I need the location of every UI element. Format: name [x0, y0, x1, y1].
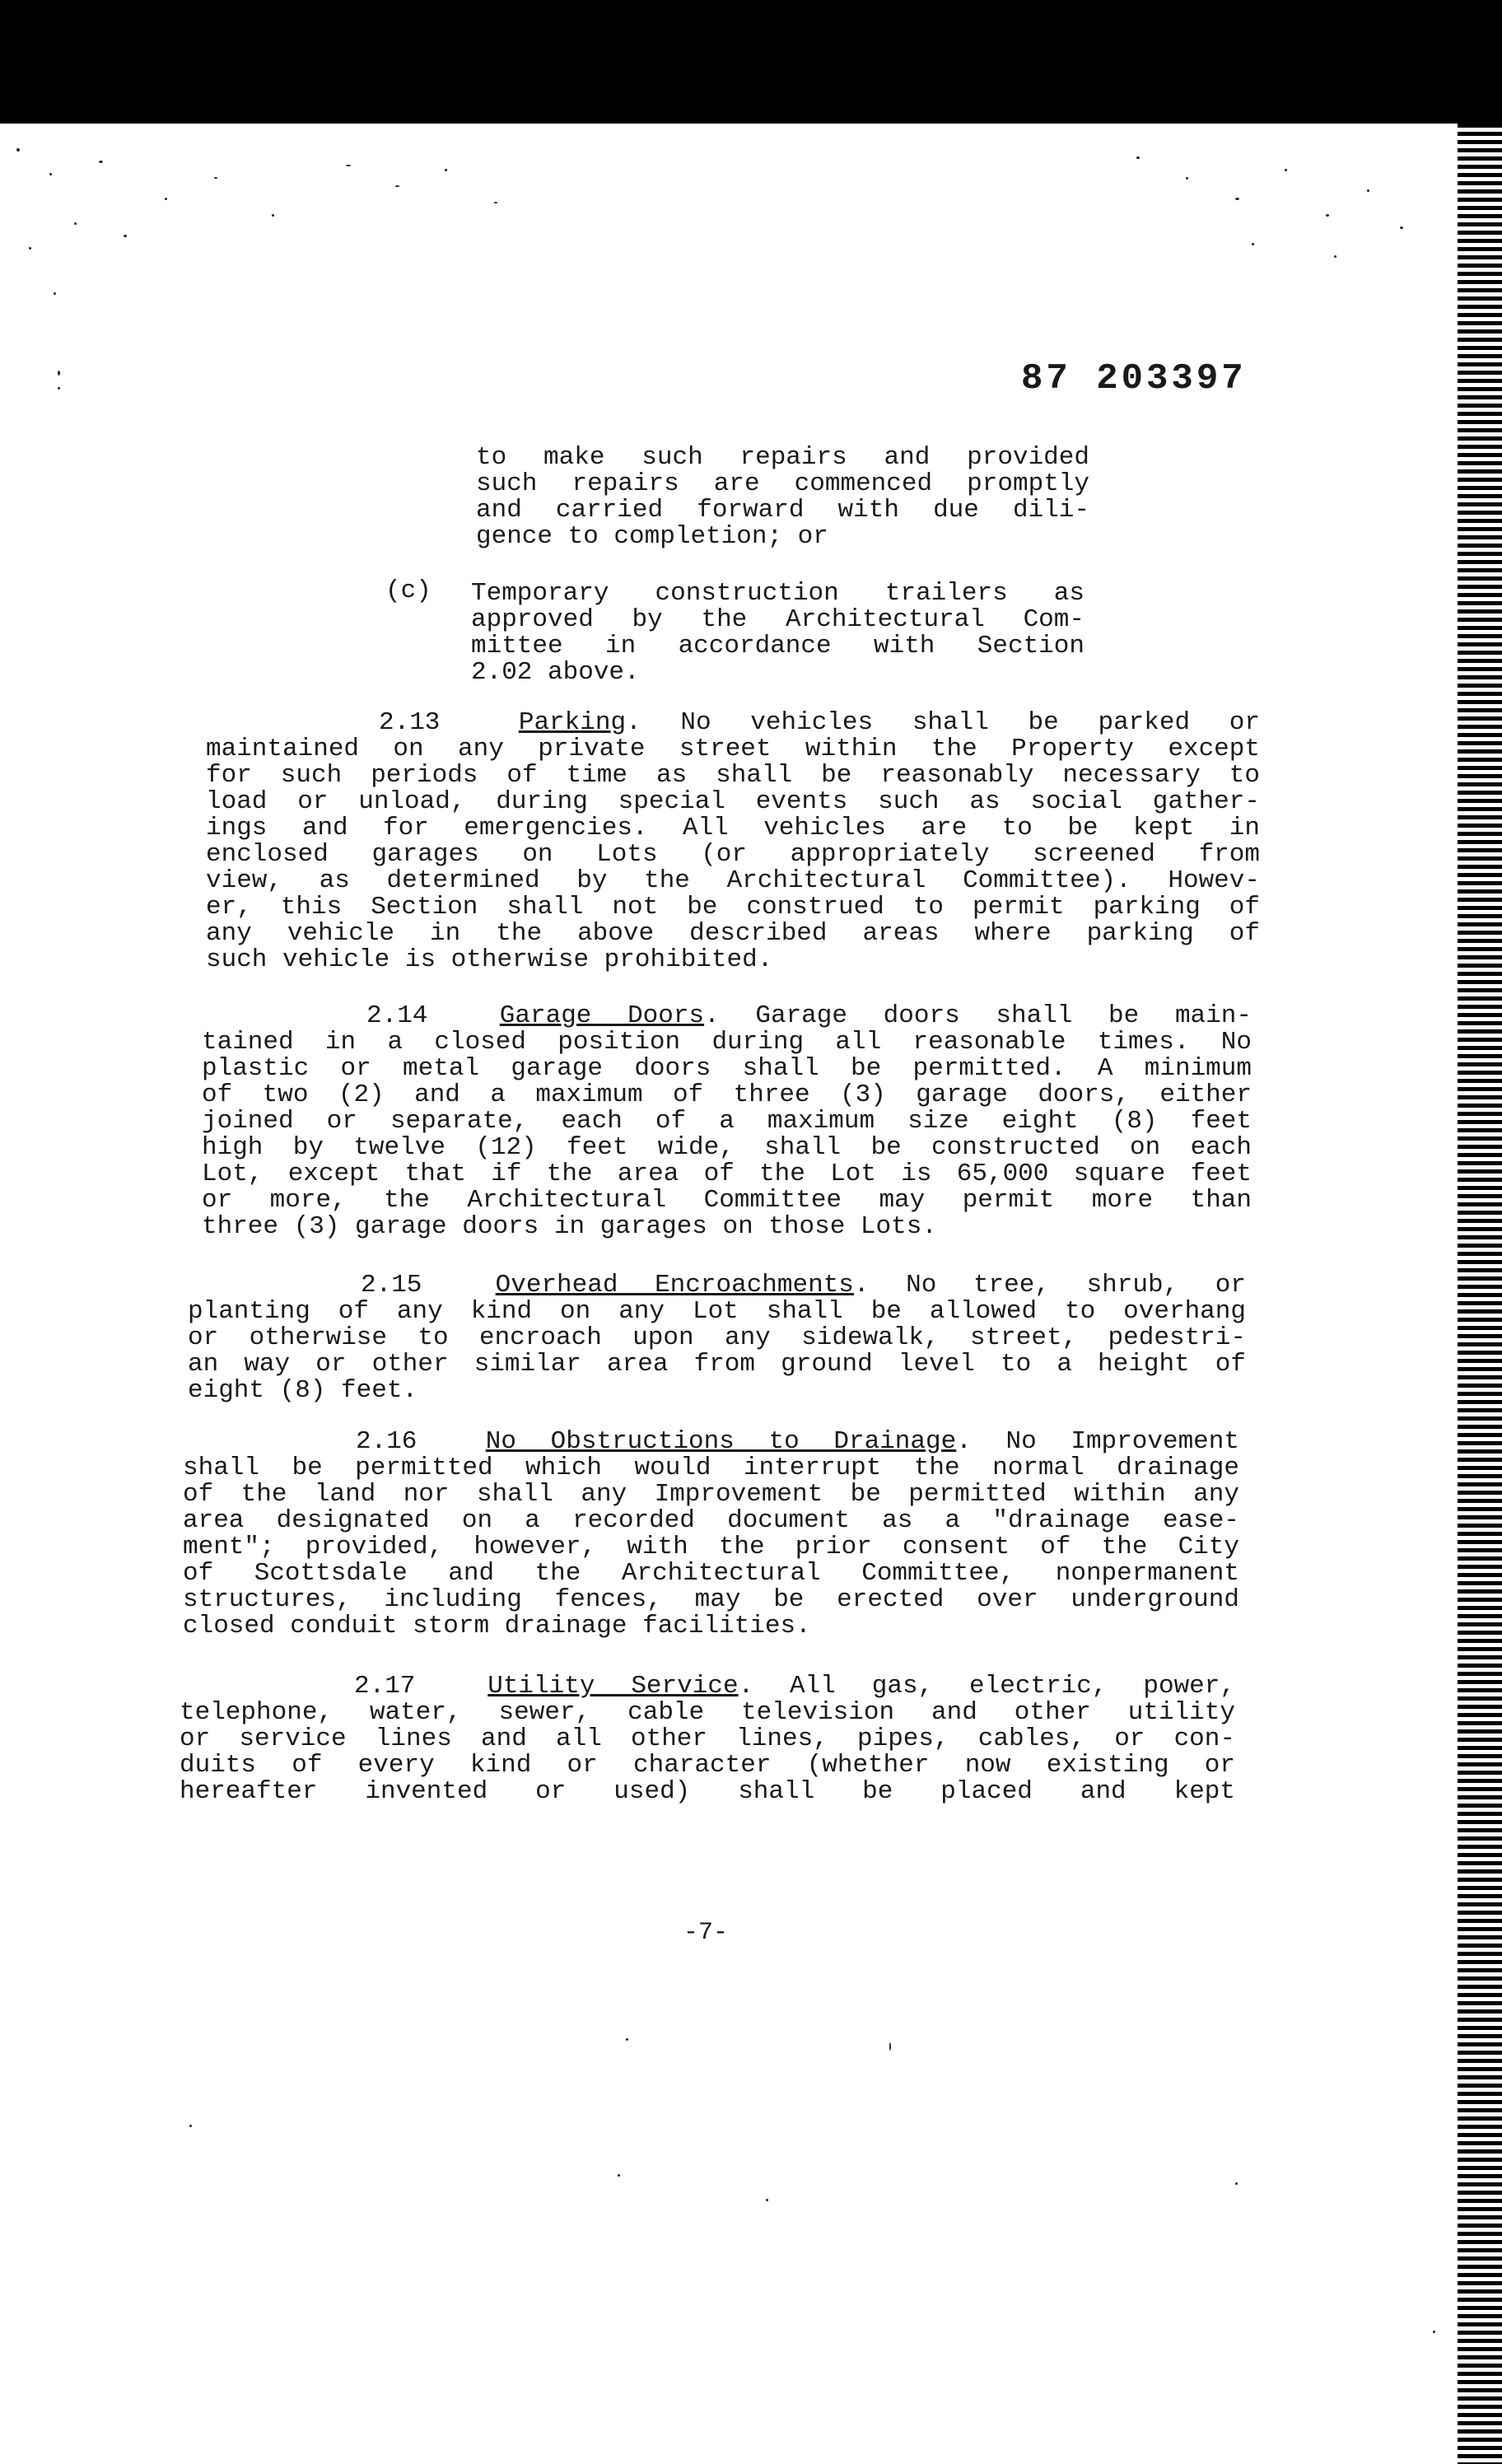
text-line: high by twelve (12) feet wide, shall be constructed on each [202, 1133, 1252, 1162]
text-line: er, this Section shall not be construed to permit parking of [206, 893, 1260, 922]
item-c-label: (c) [385, 576, 431, 605]
item-c-text [471, 581, 1085, 686]
text-line: of the land nor shall any Improvement be permitted within any [183, 1480, 1239, 1509]
text-line: approved by the Architectural Com- [471, 605, 1085, 634]
section-lead: . No Improvement [956, 1427, 1239, 1456]
recording-number: 87 203397 [1021, 358, 1247, 399]
text-line: plastic or metal garage doors shall be permitted. A minimum [202, 1054, 1252, 1083]
text-line: area designated on a recorded document as a "drainage ease- [183, 1506, 1239, 1535]
text-line: planting of any kind on any Lot shall be allowed to overhang [188, 1297, 1246, 1326]
continuation-text [476, 445, 1089, 550]
text-line: or otherwise to encroach upon any sidewalk, street, pedestri- [188, 1323, 1246, 1352]
section-heading-line [202, 1003, 1252, 1029]
section-heading-line [183, 1429, 1239, 1455]
text-line: closed conduit storm drainage facilities. [183, 1612, 811, 1640]
text-line: ings and for emergencies. All vehicles are to be kept in [206, 814, 1260, 842]
text-line: ment"; provided, however, with the prior consent of the City [183, 1533, 1239, 1561]
section-title: Utility Service [487, 1672, 739, 1701]
text-line: or service lines and all other lines, pipes, cables, or con- [180, 1724, 1235, 1753]
text-line: and carried forward with due dili- [476, 496, 1089, 525]
text-line: hereafter invented or used) shall be placed and kept [180, 1777, 1235, 1806]
text-line: 2.02 above. [471, 658, 640, 687]
text-line: load or unload, during special events such as social gather- [206, 787, 1260, 816]
section-2-15 [188, 1272, 1246, 1404]
text-line: of two (2) and a maximum of three (3) garage doors, either [202, 1080, 1252, 1109]
section-lead: . No vehicles shall be parked or [626, 708, 1260, 737]
section-heading-line [180, 1673, 1235, 1700]
text-line: gence to completion; or [476, 522, 828, 551]
text-line: telephone, water, sewer, cable television and other utility [180, 1698, 1235, 1727]
text-line: joined or separate, each of a maximum size eight (8) feet [202, 1107, 1252, 1136]
text-line: structures, including fences, may be erected over underground [183, 1585, 1239, 1614]
text-line: of Scottsdale and the Architectural Committee, nonpermanent [183, 1559, 1239, 1588]
section-title: No Obstructions to Drainage [485, 1427, 957, 1456]
section-heading-line [188, 1272, 1246, 1299]
text-line: any vehicle in the above described areas where parking of [206, 919, 1260, 948]
section-heading-line [206, 710, 1260, 736]
section-lead: . All gas, electric, power, [738, 1672, 1235, 1701]
section-lead: . No tree, shrub, or [853, 1271, 1246, 1300]
text-line: maintained on any private street within the Property except [206, 735, 1260, 763]
section-number: 2.16 [356, 1427, 417, 1456]
text-line: mittee in accordance with Section [471, 632, 1085, 660]
section-title: Parking [518, 708, 627, 737]
text-line: enclosed garages on Lots (or appropriately screened from [206, 840, 1260, 869]
text-line: duits of every kind or character (whether now existing or [180, 1751, 1235, 1780]
text-line: such repairs are commenced promptly [476, 469, 1089, 498]
section-title: Garage Doors [499, 1001, 705, 1030]
scan-border-top [0, 0, 1502, 124]
text-line: shall be permitted which would interrupt the normal drainage [183, 1454, 1239, 1482]
section-number: 2.15 [361, 1271, 422, 1300]
section-number: 2.13 [379, 708, 441, 737]
section-number: 2.14 [366, 1001, 428, 1030]
text-line: three (3) garage doors in garages on those Lots. [202, 1212, 937, 1241]
text-line: tained in a closed position during all reasonable times. No [202, 1028, 1252, 1057]
text-line: to make such repairs and provided [476, 443, 1089, 472]
scan-border-right [1458, 124, 1502, 2464]
text-line: view, as determined by the Architectural Committee). Howev- [206, 866, 1260, 895]
page-number: -7- [683, 1919, 729, 1947]
section-title: Overhead Encroachments [495, 1271, 854, 1300]
text-line: or more, the Architectural Committee may permit more than [202, 1186, 1252, 1215]
section-2-14 [202, 1003, 1252, 1240]
section-2-17 [180, 1673, 1235, 1805]
text-line: Lot, except that if the area of the Lot is 65,000 square feet [202, 1160, 1252, 1188]
text-line: eight (8) feet. [188, 1376, 418, 1405]
section-lead: . Garage doors shall be main- [704, 1001, 1252, 1030]
section-2-16 [183, 1429, 1239, 1640]
section-2-13 [206, 710, 1260, 973]
text-line: an way or other similar area from ground level to a height of [188, 1350, 1246, 1379]
text-line: such vehicle is otherwise prohibited. [206, 945, 773, 974]
section-number: 2.17 [354, 1672, 416, 1701]
text-line: Temporary construction trailers as [471, 579, 1085, 608]
text-line: for such periods of time as shall be reasonably necessary to [206, 761, 1260, 790]
